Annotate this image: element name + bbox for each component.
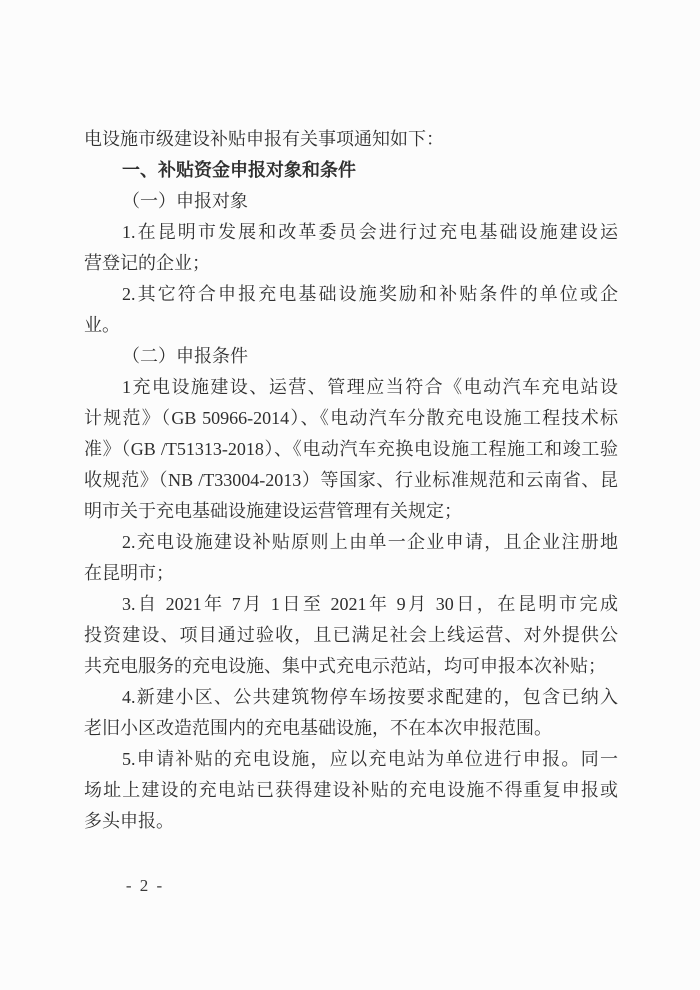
- body-text: [84, 124, 618, 837]
- text-line: 5.申请补贴的充电设施，应以充电站为单位进行申报。同一: [122, 749, 618, 769]
- text-line: 电设施市级建设补贴申报有关事项通知如下：: [84, 129, 444, 149]
- subsection-heading: （一）申报对象: [122, 191, 248, 211]
- subsection-heading: （二）申报条件: [122, 346, 248, 366]
- text-line: 场址上建设的充电站已获得建设补贴的充电设施不得重复申报或: [84, 780, 618, 800]
- text-line: 多头申报。: [84, 811, 174, 831]
- text-line: 投资建设、项目通过验收，且已满足社会上线运营、对外提供公: [84, 625, 618, 645]
- text-line: 收规范》（NB /T33004-2013）等国家、行业标准规范和云南省、昆: [84, 470, 618, 490]
- text-line: 营登记的企业；: [84, 253, 210, 273]
- page-number: - 2 -: [125, 876, 165, 895]
- text-line: 计规范》（GB 50966-2014）、《电动汽车分散充电设施工程技术标: [84, 408, 618, 428]
- text-line: 4.新建小区、公共建筑物停车场按要求配建的，包含已纳入: [122, 687, 618, 707]
- text-line: 在昆明市；: [84, 563, 174, 583]
- text-line: 2.充电设施建设补贴原则上由单一企业申请，且企业注册地: [122, 532, 618, 552]
- text-line: 1充电设施建设、运营、管理应当符合《电动汽车充电站设: [122, 377, 618, 397]
- text-line: 2.其它符合申报充电基础设施奖励和补贴条件的单位或企: [122, 284, 618, 304]
- text-line: 业。: [84, 315, 120, 335]
- section-heading: 一、补贴资金申报对象和条件: [122, 160, 356, 180]
- text-line: 共充电服务的充电设施、集中式充电示范站，均可申报本次补贴；: [84, 656, 606, 676]
- text-line: 明市关于充电基础设施建设运营管理有关规定；: [84, 501, 462, 521]
- text-line: 1.在昆明市发展和改革委员会进行过充电基础设施建设运: [122, 222, 618, 242]
- text-line: 3.自 2021年 7月 1日至 2021年 9月 30日，在昆明市完成: [122, 594, 618, 614]
- text-line: 老旧小区改造范围内的充电基础设施，不在本次申报范围。: [84, 718, 552, 738]
- text-line: 准》（GB /T51313-2018）、《电动汽车充换电设施工程施工和竣工验: [84, 439, 618, 459]
